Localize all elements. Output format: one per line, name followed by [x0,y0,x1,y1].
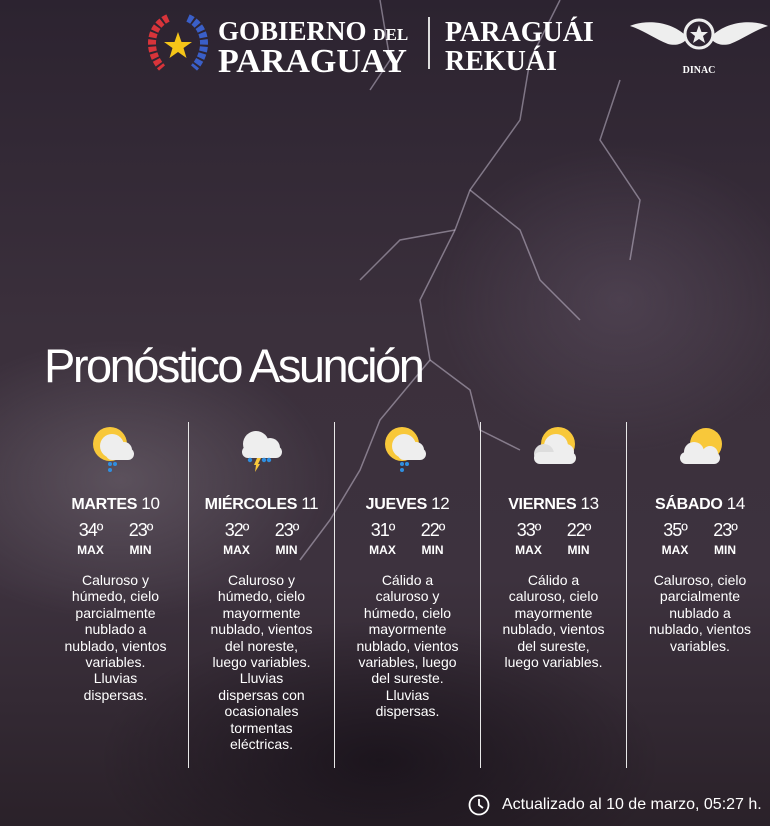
slogan-logo-text: PARAGUÁI REKUÁI [445,17,594,77]
thunderstorm-icon [236,424,288,474]
max-label: MAX [77,543,104,557]
max-label: MAX [515,543,542,557]
forecast-description: Cálido a caluroso y húmedo, cielo mayormente nublado, vientos variables, luego del sureste. Lluvias dispersas. [356,572,459,720]
forecast-day [481,422,627,768]
max-label: MAX [369,543,396,557]
day-label: SÁBADO 14 [654,494,745,513]
max-temp: 33º [516,520,541,540]
min-label: MIN [275,543,298,557]
logo-divider [428,17,430,69]
paraguay-coat-of-arms-icon [144,14,212,74]
max-temp: 35º [663,520,687,540]
max-temp: 34º [78,520,103,540]
min-temp: 23º [274,520,299,540]
min-label: MIN [421,543,444,557]
forecast-description: Caluroso y húmedo, cielo parcialmente nublado a nublado, vientos variables. Lluvias dispersas. [64,572,167,703]
forecast-columns [43,422,770,768]
max-temp: 31º [370,520,395,540]
update-info [468,794,762,816]
gobierno-logo-text: GOBIERNO DEL PARAGUAY [218,16,409,80]
day-label: MARTES 10 [71,494,160,513]
page-title: Pronóstico Asunción [44,339,423,392]
winged-emblem-icon [628,12,770,62]
min-temp: 23º [713,520,737,540]
mostly-cloudy-icon [528,424,580,474]
day-label: MIÉRCOLES 11 [204,494,319,513]
forecast-day [627,422,770,768]
clock-icon [468,794,490,816]
updated-text: Actualizado al 10 de marzo, 05:27 h. [502,796,762,813]
day-label: JUEVES 12 [365,494,450,513]
forecast-description: Caluroso, cielo parcialmente nublado a nublado, vientos variables. [649,572,751,654]
min-label: MIN [714,543,736,557]
partly-cloudy-rain-icon [90,424,142,474]
max-temp: 32º [224,520,249,540]
forecast-description: Caluroso y húmedo, cielo mayormente nublado, vientos del noreste, luego variables. Lluvias dispersas con ocasionales tormentas eléctricas. [210,572,313,753]
partly-cloudy-rain-icon [382,424,434,474]
min-label: MIN [567,543,590,557]
header [140,12,770,78]
min-temp: 22º [566,520,591,540]
min-temp: 23º [128,520,153,540]
forecast-day [43,422,189,768]
forecast-day [335,422,481,768]
max-label: MAX [661,543,689,557]
forecast-day [189,422,335,768]
max-label: MAX [223,543,250,557]
min-temp: 22º [420,520,445,540]
dinac-logo: DINAC [628,12,770,76]
min-label: MIN [129,543,152,557]
partly-cloudy-icon [674,424,726,474]
forecast-description: Cálido a caluroso, cielo mayormente nublado, vientos del sureste, luego variables. [502,572,605,671]
day-label: VIERNES 13 [508,494,599,513]
